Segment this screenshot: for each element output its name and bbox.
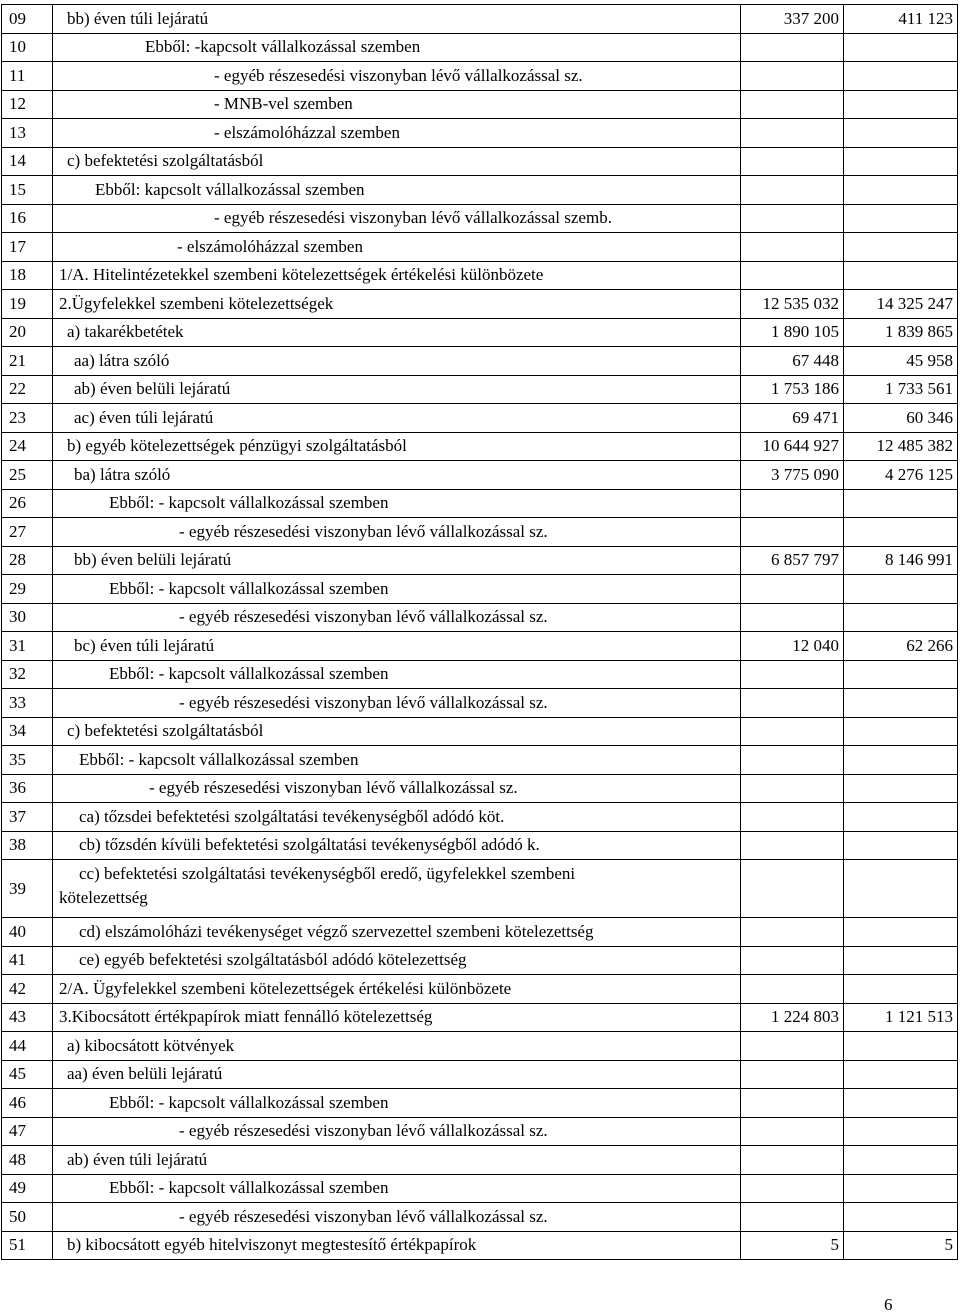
page-number: 6 bbox=[884, 1295, 893, 1314]
value-current-year bbox=[844, 1146, 958, 1175]
value-previous-year bbox=[741, 1060, 844, 1089]
value-current-year bbox=[844, 1060, 958, 1089]
row-number: 14 bbox=[2, 147, 53, 176]
row-number: 42 bbox=[2, 975, 53, 1004]
row-description: - egyéb részesedési viszonyban lévő vállalkozással sz. bbox=[53, 62, 741, 91]
value-current-year bbox=[844, 1174, 958, 1203]
row-number: 16 bbox=[2, 204, 53, 233]
value-previous-year bbox=[741, 119, 844, 148]
balance-sheet-table bbox=[1, 4, 958, 1260]
value-previous-year bbox=[741, 1174, 844, 1203]
row-description: aa) látra szóló bbox=[53, 347, 741, 376]
value-current-year bbox=[844, 689, 958, 718]
row-description: - egyéb részesedési viszonyban lévő vállalkozással sz. bbox=[53, 774, 741, 803]
row-number: 41 bbox=[2, 946, 53, 975]
value-previous-year bbox=[741, 774, 844, 803]
value-current-year bbox=[844, 90, 958, 119]
value-current-year: 4 276 125 bbox=[844, 461, 958, 490]
table-row bbox=[2, 5, 958, 34]
row-number: 33 bbox=[2, 689, 53, 718]
table-row bbox=[2, 689, 958, 718]
row-description: - egyéb részesedési viszonyban lévő vállalkozással sz. bbox=[53, 1203, 741, 1232]
row-number: 36 bbox=[2, 774, 53, 803]
value-current-year bbox=[844, 204, 958, 233]
row-description: c) befektetési szolgáltatásból bbox=[53, 717, 741, 746]
value-current-year: 14 325 247 bbox=[844, 290, 958, 319]
table-row bbox=[2, 746, 958, 775]
table-row bbox=[2, 518, 958, 547]
row-number: 51 bbox=[2, 1231, 53, 1260]
row-description: - egyéb részesedési viszonyban lévő vállalkozással sz. bbox=[53, 1117, 741, 1146]
value-previous-year: 1 890 105 bbox=[741, 318, 844, 347]
row-number: 09 bbox=[2, 5, 53, 34]
table-row bbox=[2, 204, 958, 233]
table-row bbox=[2, 1174, 958, 1203]
value-current-year: 411 123 bbox=[844, 5, 958, 34]
row-number: 28 bbox=[2, 546, 53, 575]
table-row bbox=[2, 603, 958, 632]
value-current-year: 5 bbox=[844, 1231, 958, 1260]
value-previous-year bbox=[741, 918, 844, 947]
row-number: 24 bbox=[2, 432, 53, 461]
table-row bbox=[2, 1032, 958, 1061]
row-number: 13 bbox=[2, 119, 53, 148]
value-previous-year bbox=[741, 489, 844, 518]
row-description: ca) tőzsdei befektetési szolgáltatási tevékenységből adódó köt. bbox=[53, 803, 741, 832]
table-row bbox=[2, 575, 958, 604]
table-row bbox=[2, 461, 958, 490]
row-description: - MNB-vel szemben bbox=[53, 90, 741, 119]
table-row bbox=[2, 318, 958, 347]
row-description: cb) tőzsdén kívüli befektetési szolgáltatási tevékenységből adódó k. bbox=[53, 831, 741, 860]
value-previous-year bbox=[741, 147, 844, 176]
row-number: 39 bbox=[2, 860, 53, 918]
value-current-year bbox=[844, 1032, 958, 1061]
value-current-year bbox=[844, 918, 958, 947]
row-number: 37 bbox=[2, 803, 53, 832]
table-row bbox=[2, 347, 958, 376]
value-previous-year bbox=[741, 1146, 844, 1175]
value-current-year bbox=[844, 575, 958, 604]
value-current-year: 1 839 865 bbox=[844, 318, 958, 347]
value-current-year bbox=[844, 946, 958, 975]
table-row bbox=[2, 831, 958, 860]
row-number: 27 bbox=[2, 518, 53, 547]
row-description-line: cc) befektetési szolgáltatási tevékenységből eredő, ügyfelekkel szembeni bbox=[79, 864, 576, 883]
row-description: ce) egyéb befektetési szolgáltatásból adódó kötelezettség bbox=[53, 946, 741, 975]
value-previous-year bbox=[741, 575, 844, 604]
row-number: 23 bbox=[2, 404, 53, 433]
value-current-year bbox=[844, 147, 958, 176]
value-previous-year bbox=[741, 1089, 844, 1118]
value-current-year bbox=[844, 176, 958, 205]
value-current-year bbox=[844, 62, 958, 91]
value-previous-year: 69 471 bbox=[741, 404, 844, 433]
value-previous-year: 337 200 bbox=[741, 5, 844, 34]
row-number: 47 bbox=[2, 1117, 53, 1146]
table-row bbox=[2, 90, 958, 119]
table-row bbox=[2, 290, 958, 319]
row-number: 12 bbox=[2, 90, 53, 119]
value-previous-year bbox=[741, 261, 844, 290]
row-description: - egyéb részesedési viszonyban lévő vállalkozással sz. bbox=[53, 518, 741, 547]
row-number: 20 bbox=[2, 318, 53, 347]
value-current-year: 1 733 561 bbox=[844, 375, 958, 404]
table-row bbox=[2, 774, 958, 803]
value-previous-year bbox=[741, 717, 844, 746]
row-description: 1/A. Hitelintézetekkel szembeni kötelezettségek értékelési különbözete bbox=[53, 261, 741, 290]
row-description: Ebből: - kapcsolt vállalkozással szemben bbox=[53, 575, 741, 604]
row-number: 34 bbox=[2, 717, 53, 746]
row-description: - elszámolóházzal szemben bbox=[53, 233, 741, 262]
row-description: c) befektetési szolgáltatásból bbox=[53, 147, 741, 176]
row-number: 48 bbox=[2, 1146, 53, 1175]
row-description: - egyéb részesedési viszonyban lévő vállalkozással sz. bbox=[53, 689, 741, 718]
table-row bbox=[2, 375, 958, 404]
row-description: Ebből: - kapcsolt vállalkozással szemben bbox=[53, 489, 741, 518]
row-description: cd) elszámolóházi tevékenységet végző szervezettel szembeni kötelezettség bbox=[53, 918, 741, 947]
row-number: 29 bbox=[2, 575, 53, 604]
value-previous-year bbox=[741, 603, 844, 632]
value-current-year bbox=[844, 1203, 958, 1232]
value-current-year bbox=[844, 975, 958, 1004]
table-row bbox=[2, 1060, 958, 1089]
row-number: 44 bbox=[2, 1032, 53, 1061]
value-previous-year: 6 857 797 bbox=[741, 546, 844, 575]
value-previous-year: 3 775 090 bbox=[741, 461, 844, 490]
value-previous-year: 1 224 803 bbox=[741, 1003, 844, 1032]
value-previous-year bbox=[741, 1032, 844, 1061]
value-current-year bbox=[844, 774, 958, 803]
row-description: 2/A. Ügyfelekkel szembeni kötelezettségek értékelési különbözete bbox=[53, 975, 741, 1004]
table-row bbox=[2, 147, 958, 176]
table-row bbox=[2, 489, 958, 518]
row-number: 35 bbox=[2, 746, 53, 775]
value-current-year bbox=[844, 1089, 958, 1118]
row-number: 30 bbox=[2, 603, 53, 632]
table-row bbox=[2, 176, 958, 205]
table-row bbox=[2, 233, 958, 262]
value-previous-year: 12 040 bbox=[741, 632, 844, 661]
row-number: 26 bbox=[2, 489, 53, 518]
value-previous-year: 1 753 186 bbox=[741, 375, 844, 404]
row-description: Ebből: -kapcsolt vállalkozással szemben bbox=[53, 33, 741, 62]
row-number: 43 bbox=[2, 1003, 53, 1032]
value-previous-year: 12 535 032 bbox=[741, 290, 844, 319]
row-description bbox=[53, 860, 741, 918]
value-previous-year bbox=[741, 1203, 844, 1232]
value-current-year bbox=[844, 518, 958, 547]
table-row bbox=[2, 860, 958, 918]
table-row bbox=[2, 261, 958, 290]
row-description: b) kibocsátott egyéb hitelviszonyt megtestesítő értékpapírok bbox=[53, 1231, 741, 1260]
table-row bbox=[2, 918, 958, 947]
value-current-year bbox=[844, 119, 958, 148]
value-previous-year bbox=[741, 33, 844, 62]
value-current-year bbox=[844, 831, 958, 860]
table-row bbox=[2, 717, 958, 746]
value-current-year bbox=[844, 489, 958, 518]
table-row bbox=[2, 119, 958, 148]
table-row bbox=[2, 1146, 958, 1175]
row-number: 15 bbox=[2, 176, 53, 205]
value-current-year bbox=[844, 860, 958, 918]
row-description: bc) éven túli lejáratú bbox=[53, 632, 741, 661]
row-number: 22 bbox=[2, 375, 53, 404]
table-row bbox=[2, 404, 958, 433]
row-description: Ebből: - kapcsolt vállalkozással szemben bbox=[53, 1089, 741, 1118]
row-number: 46 bbox=[2, 1089, 53, 1118]
table-row bbox=[2, 1003, 958, 1032]
value-previous-year: 5 bbox=[741, 1231, 844, 1260]
table-row bbox=[2, 946, 958, 975]
value-current-year bbox=[844, 1117, 958, 1146]
row-number: 50 bbox=[2, 1203, 53, 1232]
value-previous-year bbox=[741, 803, 844, 832]
value-previous-year: 67 448 bbox=[741, 347, 844, 376]
row-number: 45 bbox=[2, 1060, 53, 1089]
value-previous-year bbox=[741, 62, 844, 91]
row-number: 11 bbox=[2, 62, 53, 91]
row-number: 31 bbox=[2, 632, 53, 661]
value-previous-year bbox=[741, 975, 844, 1004]
row-number: 38 bbox=[2, 831, 53, 860]
value-previous-year bbox=[741, 1117, 844, 1146]
row-number: 49 bbox=[2, 1174, 53, 1203]
table-row bbox=[2, 33, 958, 62]
value-current-year: 62 266 bbox=[844, 632, 958, 661]
value-previous-year bbox=[741, 90, 844, 119]
table-row bbox=[2, 546, 958, 575]
row-number: 40 bbox=[2, 918, 53, 947]
row-description: bb) éven belüli lejáratú bbox=[53, 546, 741, 575]
row-description: ab) éven túli lejáratú bbox=[53, 1146, 741, 1175]
row-description: 3.Kibocsátott értékpapírok miatt fennálló kötelezettség bbox=[53, 1003, 741, 1032]
row-description: - egyéb részesedési viszonyban lévő vállalkozással sz. bbox=[53, 603, 741, 632]
table-body bbox=[2, 5, 958, 1260]
table-row bbox=[2, 975, 958, 1004]
row-description: Ebből: - kapcsolt vállalkozással szemben bbox=[53, 746, 741, 775]
table-row bbox=[2, 660, 958, 689]
row-description: ab) éven belüli lejáratú bbox=[53, 375, 741, 404]
row-description: - elszámolóházzal szemben bbox=[53, 119, 741, 148]
table-row bbox=[2, 1117, 958, 1146]
value-current-year bbox=[844, 803, 958, 832]
value-current-year: 12 485 382 bbox=[844, 432, 958, 461]
row-number: 19 bbox=[2, 290, 53, 319]
row-description: Ebből: kapcsolt vállalkozással szemben bbox=[53, 176, 741, 205]
row-description: b) egyéb kötelezettségek pénzügyi szolgáltatásból bbox=[53, 432, 741, 461]
value-current-year: 8 146 991 bbox=[844, 546, 958, 575]
value-previous-year bbox=[741, 946, 844, 975]
row-number: 21 bbox=[2, 347, 53, 376]
table-row bbox=[2, 1203, 958, 1232]
table-row bbox=[2, 1089, 958, 1118]
table-row bbox=[2, 62, 958, 91]
row-description: aa) éven belüli lejáratú bbox=[53, 1060, 741, 1089]
row-description: bb) éven túli lejáratú bbox=[53, 5, 741, 34]
value-current-year bbox=[844, 233, 958, 262]
value-current-year: 45 958 bbox=[844, 347, 958, 376]
row-description: Ebből: - kapcsolt vállalkozással szemben bbox=[53, 660, 741, 689]
row-number: 32 bbox=[2, 660, 53, 689]
value-previous-year bbox=[741, 689, 844, 718]
row-number: 10 bbox=[2, 33, 53, 62]
row-description: ac) éven túli lejáratú bbox=[53, 404, 741, 433]
value-previous-year bbox=[741, 176, 844, 205]
row-description: ba) látra szóló bbox=[53, 461, 741, 490]
value-current-year: 1 121 513 bbox=[844, 1003, 958, 1032]
row-number: 18 bbox=[2, 261, 53, 290]
row-description: a) kibocsátott kötvények bbox=[53, 1032, 741, 1061]
value-previous-year bbox=[741, 660, 844, 689]
value-current-year: 60 346 bbox=[844, 404, 958, 433]
value-previous-year bbox=[741, 746, 844, 775]
value-previous-year bbox=[741, 204, 844, 233]
value-previous-year: 10 644 927 bbox=[741, 432, 844, 461]
value-previous-year bbox=[741, 518, 844, 547]
row-number: 17 bbox=[2, 233, 53, 262]
row-description: - egyéb részesedési viszonyban lévő vállalkozással szemb. bbox=[53, 204, 741, 233]
value-previous-year bbox=[741, 831, 844, 860]
row-number: 25 bbox=[2, 461, 53, 490]
table-row bbox=[2, 803, 958, 832]
row-description: a) takarékbetétek bbox=[53, 318, 741, 347]
row-description: Ebből: - kapcsolt vállalkozással szemben bbox=[53, 1174, 741, 1203]
row-description: 2.Ügyfelekkel szembeni kötelezettségek bbox=[53, 290, 741, 319]
value-previous-year bbox=[741, 860, 844, 918]
table-row bbox=[2, 1231, 958, 1260]
value-previous-year bbox=[741, 233, 844, 262]
value-current-year bbox=[844, 746, 958, 775]
value-current-year bbox=[844, 603, 958, 632]
value-current-year bbox=[844, 660, 958, 689]
value-current-year bbox=[844, 717, 958, 746]
table-row bbox=[2, 432, 958, 461]
row-description-line: kötelezettség bbox=[59, 888, 148, 907]
value-current-year bbox=[844, 261, 958, 290]
value-current-year bbox=[844, 33, 958, 62]
table-row bbox=[2, 632, 958, 661]
